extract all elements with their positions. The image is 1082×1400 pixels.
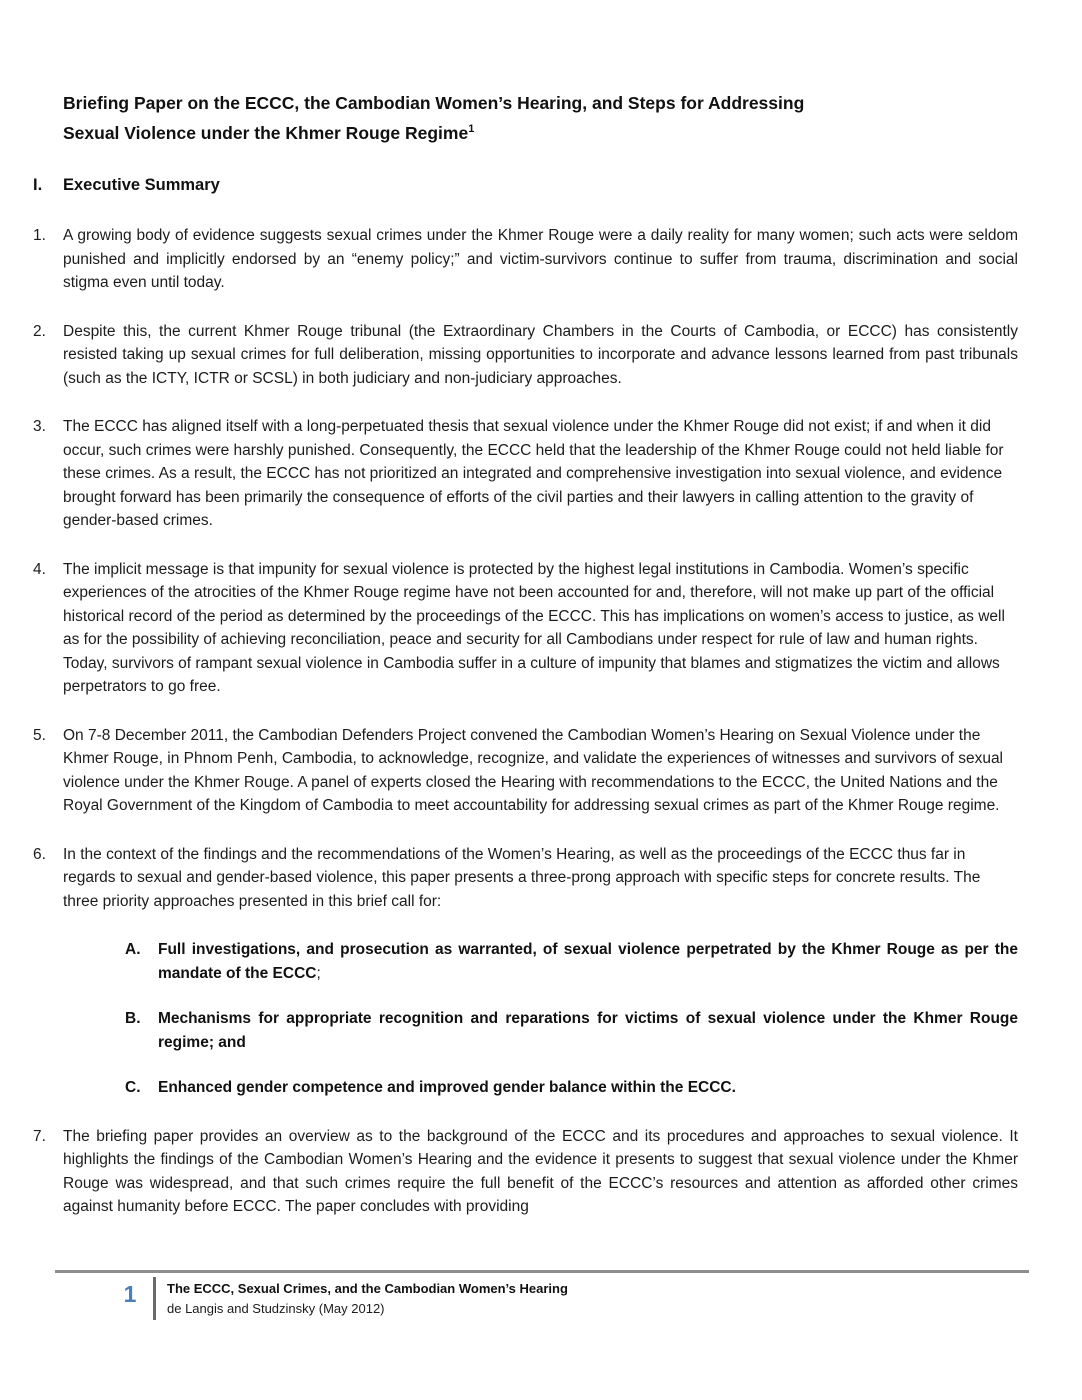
paragraph-text: On 7-8 December 2011, the Cambodian Defenders Project convened the Cambodian Women’s Hearing on Sexual Violence under the Khmer Rouge, in Phnom Penh, Cambodia, to acknowledge, recognize, and validate the experiences of witnesses and survivors of sexual violence under the Khmer Rouge. A panel of experts closed the Hearing with recommendations to the ECCC, the United Nations and the Royal Government of the Kingdom of Cambodia to meet accountability for addressing sexual crimes as part of the Khmer Rouge regime. [63,726,1004,814]
page-footer [167,1279,568,1319]
footer-vertical-rule [153,1277,156,1320]
numbered-paragraph-5 [33,724,1018,818]
numbered-paragraph-4 [33,558,1018,699]
footer-horizontal-rule [55,1270,1029,1273]
sub-item-text [158,938,1018,985]
sub-item-text [158,1076,1018,1100]
sub-item-bold-text: Enhanced gender competence and improved gender balance within the ECCC. [158,1079,736,1096]
section-heading-executive-summary [33,174,1018,196]
numbered-paragraph-1 [33,224,1018,295]
sub-item-c [125,1076,1018,1100]
footnote-reference-mark: 1 [468,123,475,136]
paragraph-number: 5. [33,726,46,744]
footer-authors-date: de Langis and Studzinsky (May 2012) [167,1301,385,1316]
sub-item-bold-text: Mechanisms for appropriate recognition and reparations for victims of sexual violence under the Khmer Rouge regime; and [158,1010,1018,1051]
document-content [33,88,1018,1219]
paragraph-number: 6. [33,845,46,863]
paragraph-text: The briefing paper provides an overview as to the background of the ECCC and its procedures and approaches to sexual violence. It highlights the findings of the Cambodian Women’s Hearing and the evidence it presents to suggest that sexual violence under the Khmer Rouge was widespread, and that such crimes require the full benefit of the ECCC’s resources and attention as afforded other crimes against humanity before ECCC. The paper concludes with providing [63,1127,1018,1215]
sub-item-a [125,938,1018,985]
sub-item-bold-text: Full investigations, and prosecution as warranted, of sexual violence perpetrated by the Khmer Rouge as per the mandate of the ECCC [158,941,1018,982]
page-number: 1 [123,1281,137,1307]
section-title: Executive Summary [63,176,220,194]
paragraph-text: A growing body of evidence suggests sexual crimes under the Khmer Rouge were a daily reality for many women; such acts were seldom punished and implicitly endorsed by an “enemy policy;” and victim-survivors continue to suffer from trauma, discrimination and social stigma even until today. [63,227,1018,291]
sub-item-b [125,1007,1018,1054]
paragraph-text: The implicit message is that impunity for sexual violence is protected by the highest legal institutions in Cambodia. Women’s specific experiences of the atrocities of the Khmer Rouge regime have not been accounted for and, therefore, will not make up part of the official historical record of the period as determined by the proceedings of the ECCC. This has implications on women’s access to justice, as well as for the possibility of achieving reconciliation, peace and security for all Cambodians under respect for rule of law and human rights. Today, survivors of rampant sexual violence in Cambodia suffer in a culture of impunity that blames and stigmatizes the victim and allows perpetrators to go free. [63,560,1005,695]
sub-item-label: B. [125,1010,141,1027]
paragraph-number: 7. [33,1127,46,1145]
paragraph-text: The ECCC has aligned itself with a long-perpetuated thesis that sexual violence under the Khmer Rouge did not exist; if and when it did occur, such crimes were harshly punished. Consequently, the ECCC held that the leadership of the Khmer Rouge could not held liable for these crimes. As a result, the ECCC has not prioritized an integrated and comprehensive investigation into sexual violence, and evidence brought forward has been primarily the consequence of efforts of the civil parties and their lawyers in calling attention to the gravity of gender-based crimes. [63,418,1004,529]
paragraph-number: 4. [33,560,46,578]
sub-item-suffix: ; [316,964,321,982]
document-title [63,88,1018,148]
paragraph-number: 1. [33,227,46,244]
numbered-paragraph-2 [33,320,1018,391]
paragraph-number: 2. [33,322,46,340]
section-numeral: I. [33,176,43,194]
footer-document-title: The ECCC, Sexual Crimes, and the Cambodian Women’s Hearing [167,1281,568,1296]
numbered-paragraph-6 [33,843,1018,914]
sub-item-label: A. [125,941,141,958]
numbered-paragraph-7 [33,1125,1018,1219]
numbered-paragraph-3 [33,415,1018,533]
title-line-2 [63,118,1018,148]
sub-item-label: C. [125,1079,141,1096]
paragraph-text: Despite this, the current Khmer Rouge tribunal (the Extraordinary Chambers in the Courts of Cambodia, or ECCC) has consistently resisted taking up sexual crimes for full deliberation, missing opportunities to incorporate and advance lessons learned from past tribunals (such as the ICTY, ICTR or SCSL) in both judiciary and non-judiciary approaches. [63,322,1018,387]
title-line-1: Briefing Paper on the ECCC, the Cambodian Women’s Hearing, and Steps for Addressing [63,93,805,113]
paragraph-text: In the context of the findings and the recommendations of the Women’s Hearing, as well as the proceedings of the ECCC thus far in regards to sexual and gender-based violence, this paper presents a three-prong approach with specific steps for concrete results. The three priority approaches presented in this brief call for: [63,845,981,910]
sub-item-text [158,1007,1018,1054]
title-line-2-text: Sexual Violence under the Khmer Rouge Regime [63,123,469,143]
paragraph-number: 3. [33,418,46,435]
